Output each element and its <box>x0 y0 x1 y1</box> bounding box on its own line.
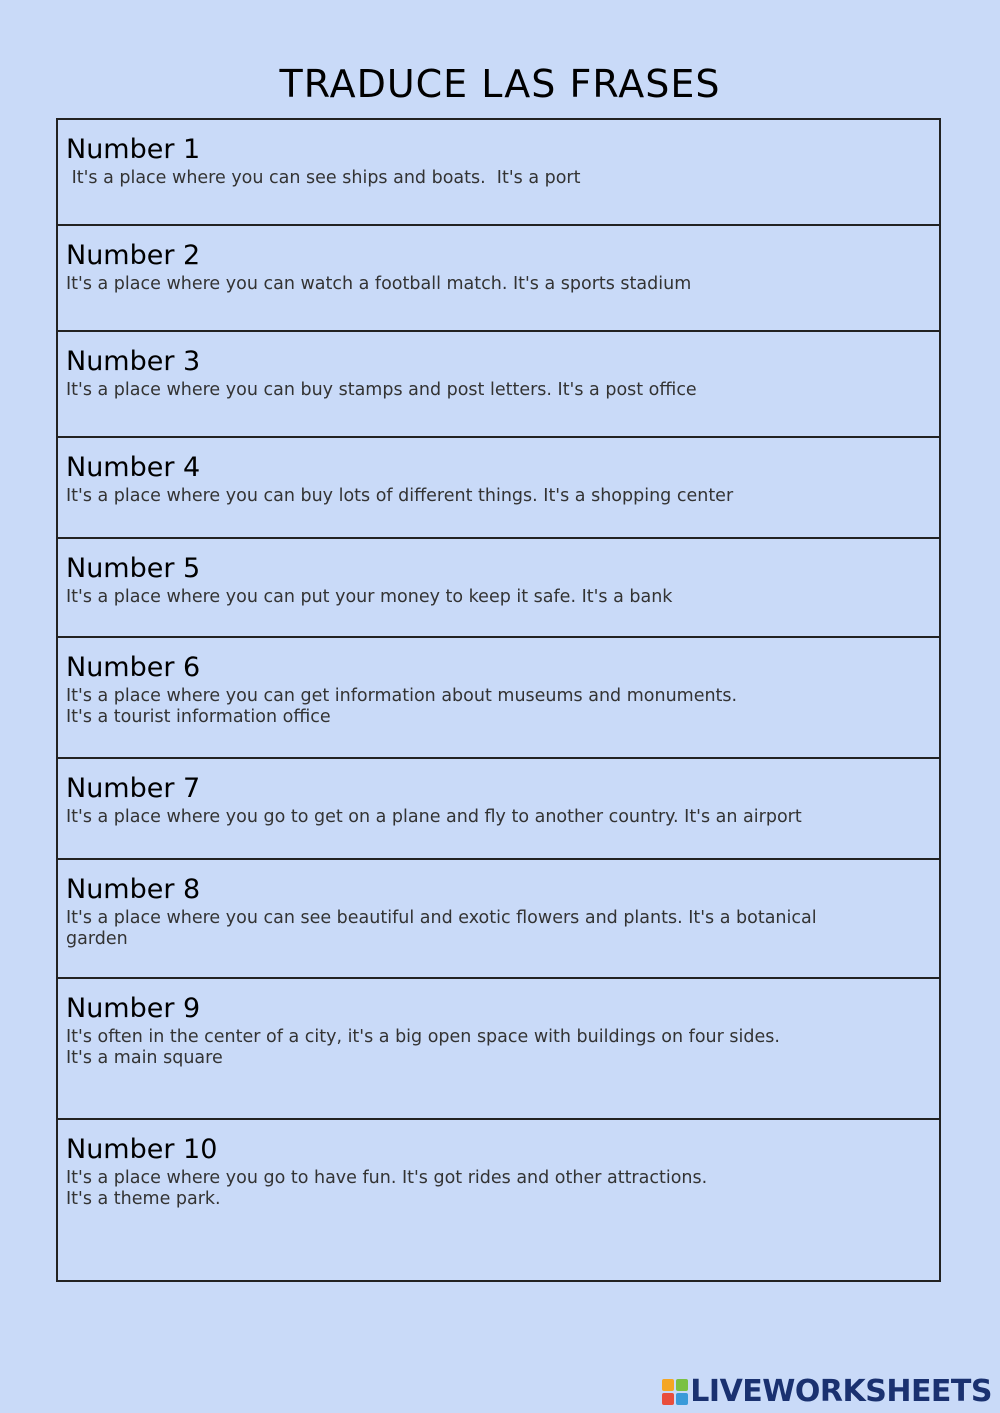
row-sentence: It's a place where you go to get on a plane and fly to another country. It's an airport <box>66 807 802 827</box>
row-sentence: It's a place where you go to have fun. It's got rides and other attractions. <box>66 1168 708 1188</box>
page-title: TRADUCE LAS FRASES <box>279 62 721 106</box>
sentence-row-9 <box>58 979 939 1120</box>
sentence-row-8 <box>58 860 939 979</box>
sentences-table <box>56 118 941 1282</box>
row-sentence: It's a place where you can get information about museums and monuments. <box>66 686 738 706</box>
row-sentence: It's a place where you can watch a football match. It's a sports stadium <box>66 274 692 294</box>
row-sentence: It's often in the center of a city, it's a big open space with buildings on four sides. <box>66 1027 780 1047</box>
sentence-row-2 <box>58 226 939 332</box>
row-number-label: Number 10 <box>66 1134 218 1165</box>
sentence-row-5 <box>58 539 939 638</box>
sentence-row-1 <box>58 120 939 226</box>
row-number-label: Number 3 <box>66 346 201 377</box>
sentence-row-7 <box>58 759 939 860</box>
row-number-label: Number 8 <box>66 874 201 905</box>
row-sentence: It's a place where you can see ships and boats. It's a port <box>66 168 581 188</box>
liveworksheets-logo <box>662 1374 992 1409</box>
row-number-label: Number 7 <box>66 773 201 804</box>
row-sentence-continued: It's a main square <box>66 1048 223 1068</box>
row-sentence-continued: It's a theme park. <box>66 1189 221 1209</box>
row-number-label: Number 4 <box>66 452 201 483</box>
liveworksheets-logo-text: LIVEWORKSHEETS <box>690 1374 992 1409</box>
sentence-row-3 <box>58 332 939 438</box>
row-number-label: Number 6 <box>66 652 201 683</box>
row-sentence: It's a place where you can buy stamps and post letters. It's a post office <box>66 380 697 400</box>
row-number-label: Number 5 <box>66 553 201 584</box>
row-sentence-continued: garden <box>66 929 128 949</box>
sentence-row-6 <box>58 638 939 759</box>
sentence-row-4 <box>58 438 939 539</box>
row-sentence: It's a place where you can put your money to keep it safe. It's a bank <box>66 587 673 607</box>
sentence-row-10 <box>58 1120 939 1280</box>
row-number-label: Number 9 <box>66 993 201 1024</box>
liveworksheets-logo-icon <box>662 1379 688 1405</box>
row-number-label: Number 1 <box>66 134 201 165</box>
row-sentence: It's a place where you can see beautiful and exotic flowers and plants. It's a botanical <box>66 908 817 928</box>
row-sentence-continued: It's a tourist information office <box>66 707 331 727</box>
row-sentence: It's a place where you can buy lots of different things. It's a shopping center <box>66 486 734 506</box>
row-number-label: Number 2 <box>66 240 201 271</box>
